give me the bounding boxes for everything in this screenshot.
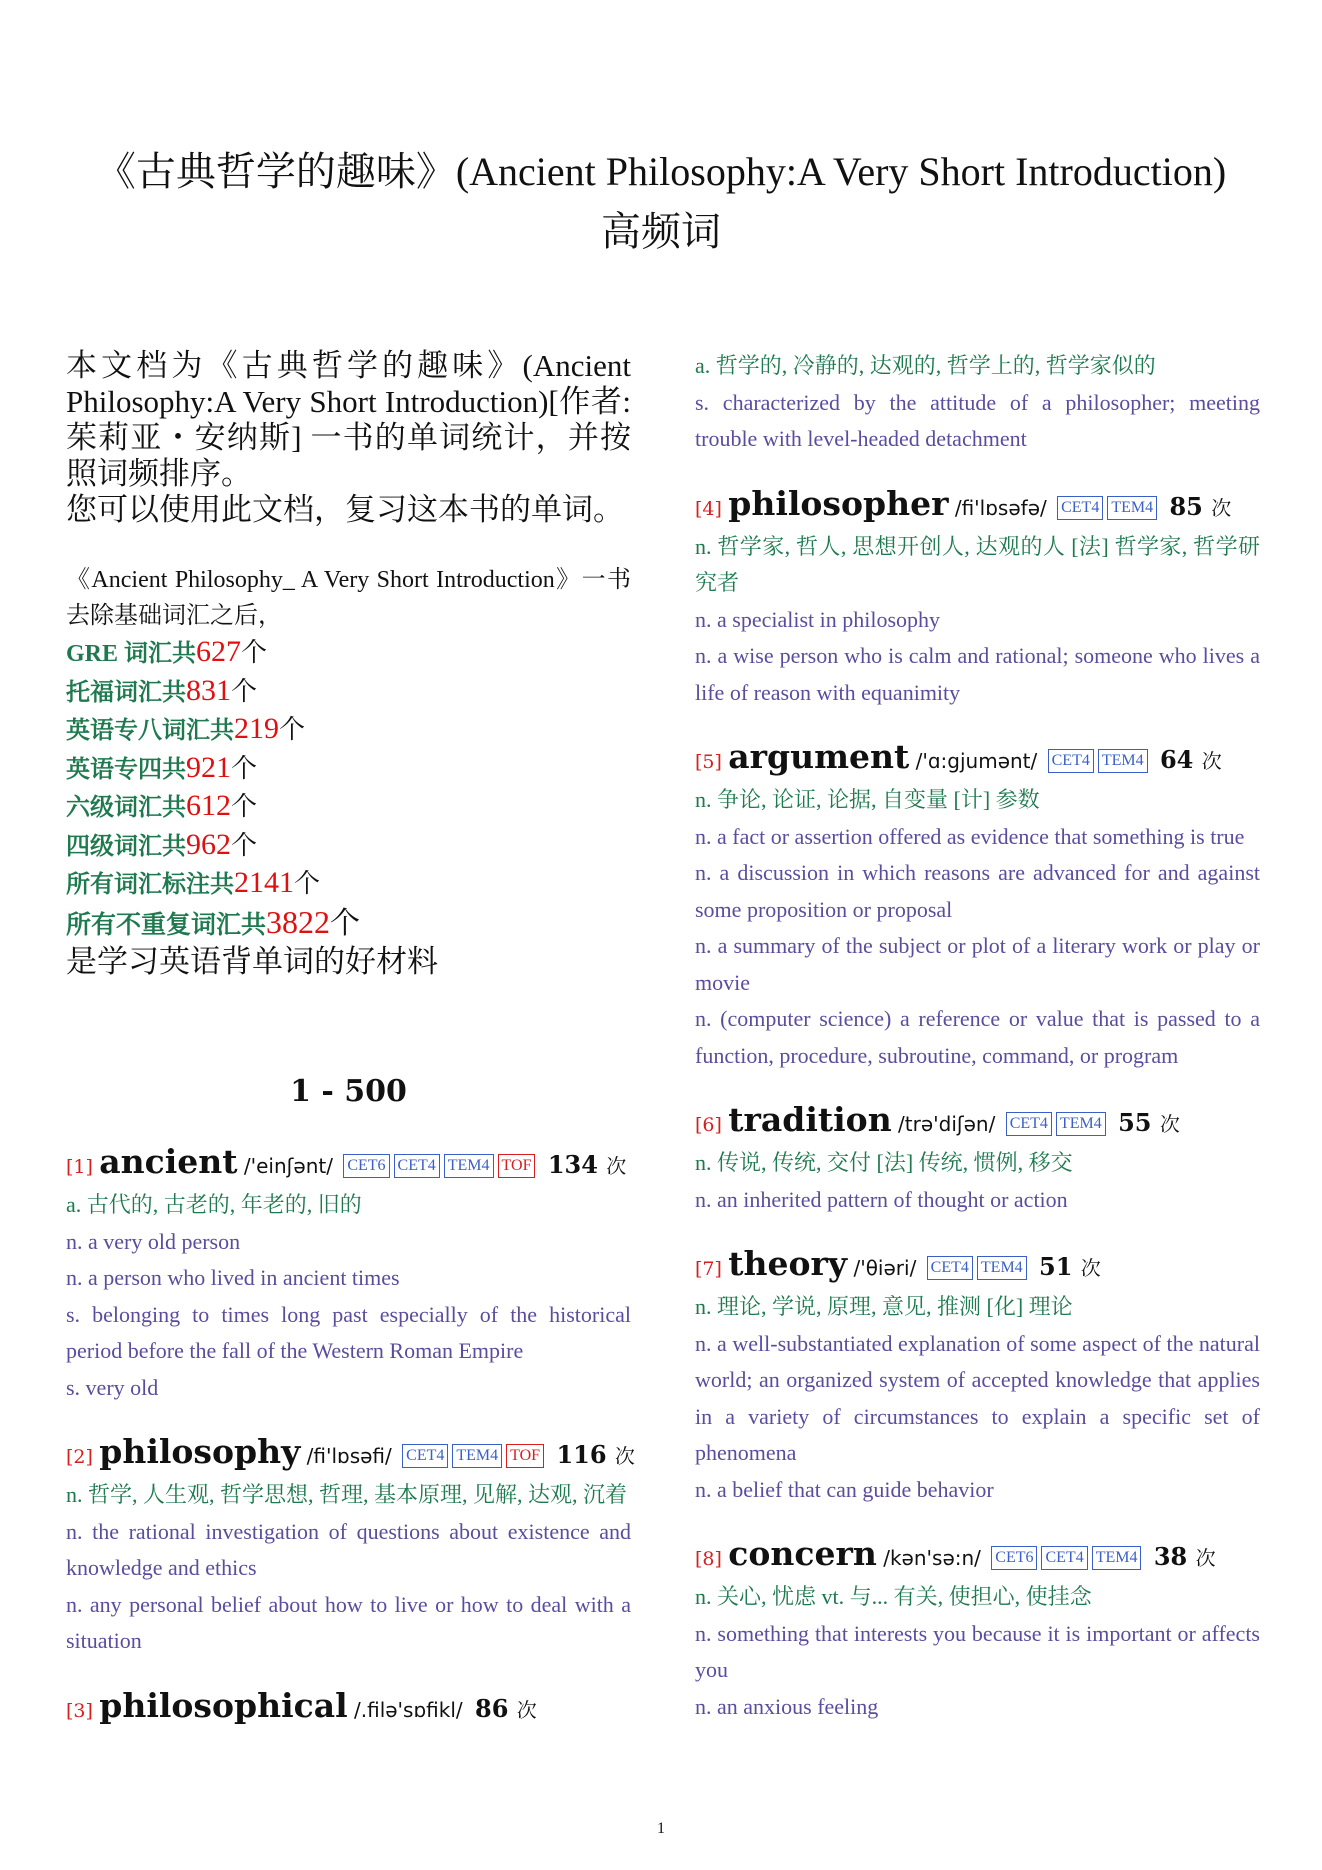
entry-frequency: 38 次 xyxy=(1153,1542,1216,1571)
entry-phonetic: /'einʃənt/ xyxy=(243,1154,333,1178)
entry-frequency: 64 次 xyxy=(1159,745,1222,774)
definition-en: n. a very old person xyxy=(66,1228,241,1254)
definition-en: n. something that interests you because it is important or affects you xyxy=(695,1620,1260,1682)
entry-index: [8] xyxy=(695,1548,722,1570)
definition-en: n. a person who lived in ancient times xyxy=(66,1265,400,1290)
tag-badge: TEM4 xyxy=(452,1444,502,1468)
definition-cn: n. 理论, 学说, 原理, 意见, 推测 [化] 理论 xyxy=(695,1294,1073,1319)
definition-cn: n. 争论, 论证, 论据, 自变量 [计] 参数 xyxy=(695,787,1040,812)
tag-badge: CET4 xyxy=(1006,1112,1052,1136)
title-line-2: 高频词 xyxy=(601,209,721,254)
entry-phonetic: /'θiəri/ xyxy=(853,1256,917,1280)
definition-en: s. very old xyxy=(66,1374,159,1400)
definition-cn: n. 关心, 忧虑 vt. 与... 有关, 使担心, 使挂念 xyxy=(695,1584,1092,1609)
definition-en: s. characterized by the attitude of a philosopher; meeting trouble with level-headed detachment xyxy=(695,389,1260,451)
entry-header xyxy=(695,1534,1260,1579)
entry-frequency: 51 次 xyxy=(1039,1252,1101,1281)
summary-prefix: 《Ancient Philosophy_ A Very Short Introduction》一书去除基础词汇之后， xyxy=(66,567,631,629)
right-column xyxy=(695,348,1260,1725)
definition-en: n. a fact or assertion offered as evidence that something is true xyxy=(695,823,1245,849)
entry-phonetic: /fi'lɒsəfi/ xyxy=(306,1444,392,1468)
definition-en: n. the rational investigation of questions about existence and knowledge and ethics xyxy=(66,1518,631,1580)
definition-en: n. a well-substantiated explanation of some aspect of the natural world; an organized system of accepted knowledge that applies in a variety of circumstances to explain a specific set of phenomena xyxy=(695,1330,1260,1465)
entry-header xyxy=(66,1686,631,1731)
tag-badge: CET4 xyxy=(1048,749,1094,773)
tag-badge: TEM4 xyxy=(1098,749,1148,773)
entry-word: philosopher xyxy=(728,483,949,523)
stat-toefl: 托福词汇共831个 xyxy=(66,673,258,707)
entry-index: [3] xyxy=(66,1699,93,1722)
tag-badge: TEM4 xyxy=(1107,496,1157,520)
entry-word: ancient xyxy=(99,1142,238,1181)
entry-phonetic: /.filə'sɒfikl/ xyxy=(354,1697,463,1722)
entry-frequency: 55 次 xyxy=(1118,1108,1180,1137)
definition-en: n. a wise person who is calm and rational; someone who lives a life of reason with equanimity xyxy=(695,643,1260,705)
word-entry xyxy=(66,1142,631,1406)
word-entry xyxy=(695,1244,1260,1508)
definition-en: n. a discussion in which reasons are advanced for and against some proposition or proposal xyxy=(695,860,1260,922)
entry-phonetic: /kən'sə:n/ xyxy=(883,1546,981,1570)
stat-all-tagged: 所有词汇标注共2141个 xyxy=(66,866,321,899)
tag-badge: CET6 xyxy=(991,1546,1037,1570)
entry-word: concern xyxy=(728,1534,877,1573)
stats-list xyxy=(66,634,631,944)
intro-paragraph-2: 您可以使用此文档，复习这本书的单词。 xyxy=(66,492,624,527)
entry-index: [5] xyxy=(695,751,722,773)
tag-badge: CET4 xyxy=(1057,496,1103,520)
range-heading: 1 - 500 xyxy=(290,1074,407,1109)
word-entry xyxy=(695,1100,1260,1218)
entry-frequency: 86 次 xyxy=(475,1693,537,1723)
word-entry-continued xyxy=(695,348,1260,458)
tag-badge: CET4 xyxy=(402,1444,448,1468)
entry-phonetic: /'ɑ:gjumənt/ xyxy=(915,749,1038,773)
entry-index: [7] xyxy=(695,1258,722,1280)
tag-badge: CET4 xyxy=(927,1256,973,1280)
entry-header xyxy=(66,1432,635,1477)
entry-header xyxy=(66,1142,631,1187)
tag-badge: CET4 xyxy=(1041,1546,1087,1570)
definition-cn: n. 哲学, 人生观, 哲学思想, 哲理, 基本原理, 见解, 达观, 沉着 xyxy=(66,1482,628,1507)
definition-cn: a. 哲学的, 冷静的, 达观的, 哲学上的, 哲学家似的 xyxy=(695,353,1156,378)
definition-cn: n. 哲学家, 哲人, 思想开创人, 达观的人 [法] 哲学家, 哲学研究者 xyxy=(695,533,1260,595)
entry-header xyxy=(695,484,1260,529)
summary-block xyxy=(66,562,631,980)
definition-en: n. a belief that can guide behavior xyxy=(695,1476,994,1502)
word-entry xyxy=(695,1534,1260,1725)
stat-cet4: 四级词汇共962个 xyxy=(66,827,258,861)
definition-cn: a. 古代的, 古老的, 年老的, 旧的 xyxy=(66,1192,362,1217)
stat-tem8: 英语专八词汇共219个 xyxy=(66,712,306,745)
tagline: 是学习英语背单词的好材料 xyxy=(66,944,438,979)
title-line-1: 《古典哲学的趣味》(Ancient Philosophy:A Very Short Introduction) xyxy=(95,149,1227,194)
stat-cet6: 六级词汇共612个 xyxy=(66,789,258,822)
tag-badge: TEM4 xyxy=(977,1256,1027,1280)
entry-word: philosophical xyxy=(99,1685,348,1725)
entry-phonetic: /trə'diʃən/ xyxy=(898,1112,996,1136)
entry-header xyxy=(695,1100,1260,1145)
definition-en: n. an inherited pattern of thought or action xyxy=(695,1186,1068,1212)
entry-index: [1] xyxy=(66,1156,93,1178)
definition-en: n. a specialist in philosophy xyxy=(695,606,941,632)
word-entry xyxy=(695,737,1260,1074)
entry-frequency: 116 次 xyxy=(556,1440,635,1469)
tag-badge: CET6 xyxy=(343,1154,389,1178)
definition-en: n. any personal belief about how to live or how to deal with a situation xyxy=(66,1591,631,1653)
definition-cn: n. 传说, 传统, 交付 [法] 传统, 惯例, 移交 xyxy=(695,1150,1073,1175)
tag-badge: TOF xyxy=(506,1444,544,1468)
entry-index: [6] xyxy=(695,1114,722,1136)
document-title xyxy=(40,142,1282,262)
entry-phonetic: /fi'lɒsəfə/ xyxy=(954,495,1047,520)
entry-word: philosophy xyxy=(99,1432,301,1471)
word-entry xyxy=(695,484,1260,712)
entry-header xyxy=(695,1244,1260,1289)
entry-header xyxy=(695,737,1260,782)
entry-frequency: 85 次 xyxy=(1169,491,1232,521)
tag-badge: TEM4 xyxy=(1056,1112,1106,1136)
entry-frequency: 134 次 xyxy=(547,1150,627,1179)
definition-en: n. an anxious feeling xyxy=(695,1693,879,1719)
stat-gre: GRE 词汇共627个 xyxy=(66,635,268,668)
tag-badge: TEM4 xyxy=(444,1154,494,1178)
stat-tem4: 英语专四共921个 xyxy=(66,750,258,784)
tag-badge: TEM4 xyxy=(1092,1546,1142,1570)
definition-en: n. a summary of the subject or plot of a literary work or play or movie xyxy=(695,933,1260,995)
entry-index: [4] xyxy=(695,497,722,520)
definition-en: s. belonging to times long past especially of the historical period before the fall of the Western Roman Empire xyxy=(66,1301,631,1363)
tag-badge: CET4 xyxy=(394,1154,440,1178)
entry-word: tradition xyxy=(728,1100,892,1139)
definition-en: n. (computer science) a reference or value that is passed to a function, procedure, subroutine, command, or program xyxy=(695,1006,1260,1068)
stat-all-unique: 所有不重复词汇共3822个 xyxy=(66,903,361,940)
page-number: 1 xyxy=(657,1820,665,1837)
word-entry xyxy=(66,1432,635,1660)
tag-badge: TOF xyxy=(498,1154,536,1178)
intro-paragraph-1: 本文档为《古典哲学的趣味》(Ancient Philosophy:A Very Short Introduction)[作者: 茱莉亚・安纳斯] 一书的单词统计，并按照词频排序。 xyxy=(66,348,631,491)
entry-word: argument xyxy=(728,737,910,776)
entry-word: theory xyxy=(728,1244,848,1283)
entry-index: [2] xyxy=(66,1446,93,1468)
word-entry xyxy=(66,1686,631,1731)
left-column xyxy=(66,348,635,1731)
